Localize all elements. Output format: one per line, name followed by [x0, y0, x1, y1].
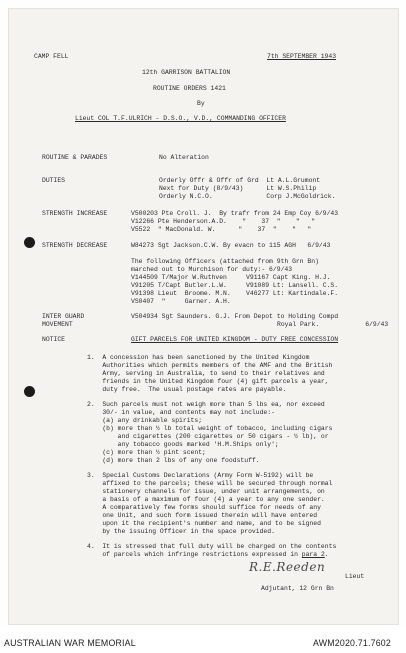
- location: CAMP FELL: [34, 53, 69, 60]
- para-2-reference: para 2: [301, 551, 325, 558]
- notice-para-3: affixed to the parcels; these will be secured through normal: [87, 480, 333, 487]
- signatory-rank: Lieut: [345, 573, 365, 580]
- duties-line: Orderly N.C.O. Corp J.McGoldrick.: [159, 193, 336, 200]
- officers-line: The following Officers (attached from 9th Grn Bn): [131, 258, 319, 265]
- routine-text: No Alteration: [159, 154, 209, 161]
- notice-para-1: duty free. The usual postage rates are payable.: [87, 386, 287, 393]
- orders-number: ROUTINE ORDERS 1421: [153, 85, 226, 92]
- footer-institution: AUSTRALIAN WAR MEMORIAL: [4, 638, 136, 648]
- archive-footer: [0, 628, 406, 653]
- increase-line: V12266 Pte Henderson.A.D. " 37 " " ": [131, 218, 316, 225]
- notice-para-3: 3. Special Customs Declarations (Army Form W-5192) will be: [87, 472, 314, 479]
- punch-hole: [24, 237, 35, 248]
- punch-hole: [24, 386, 35, 397]
- notice-para-4: 4. It is stressed that full duty will be charged on the contents: [87, 543, 337, 550]
- document-page: [8, 8, 399, 625]
- notice-para-3: by the issuing Officer in the space provided.: [87, 528, 275, 535]
- movement-line: V504934 Sgt Saunders. G.J. From Depot to Holding Compd: [131, 313, 339, 320]
- document-date: 7th SEPTEMBER 1943: [267, 53, 337, 60]
- commander-line: Lieut COL T.F.ULRICH - D.S.O., V.D., COMMANDING OFFICER: [75, 115, 286, 122]
- notice-para-2: any tobacco goods marked 'H.M.Ships only';: [87, 441, 279, 448]
- notice-para-1: Army, serving in Australia, to send to their relatives and: [87, 370, 325, 377]
- footer-accession: AWM2020.71.7602: [313, 638, 391, 648]
- notice-para-1: Authorities which permits members of the AMF and the British: [87, 362, 333, 369]
- notice-title: GIFT PARCELS FOR UNITED KINGDOM - DUTY FREE CONCESSION: [131, 336, 339, 343]
- movement-label: MOVEMENT: [42, 321, 73, 328]
- signatory-title: Adjutant, 12 Grn Bn: [261, 585, 334, 592]
- strength-decrease-label: STRENGTH DECREASE: [42, 242, 108, 249]
- para-4-text: of parcels which infringe restrictions expressed in: [87, 551, 302, 558]
- notice-para-2: (c) more than ½ pint scent;: [87, 449, 206, 456]
- notice-para-3: A comparatively few forms should suffice for needs of any: [87, 504, 321, 511]
- routine-label: ROUTINE & PARADES: [42, 154, 108, 161]
- notice-para-2: 2. Such parcels must not weigh more than 5 lbs ea, nor exceed: [87, 401, 325, 408]
- notice-para-2: and cigarettes (200 cigarettes or 50 cigars - ½ lb), or: [87, 433, 329, 440]
- notice-label: NOTICE: [42, 336, 66, 343]
- notice-para-3: stationery channels for issue, under unit arrangements, on: [87, 488, 325, 495]
- duties-line: Orderly Offr & Offr of Grd Lt A.L.Grumont: [159, 177, 321, 184]
- notice-para-2: (b) more than ½ lb total weight of tobacco, including cigars: [87, 425, 333, 432]
- movement-label: INTER GUARD: [42, 313, 85, 320]
- movement-line: Royal Park. 6/9/43: [277, 321, 389, 328]
- notice-para-3: one Unit, and such form issued therein will have entered: [87, 512, 318, 519]
- notice-para-2: (d) more than 2 lbs of any one foodstuff.: [87, 457, 260, 464]
- unit-name: 12th GARRISON BATTALION: [142, 69, 231, 76]
- officers-line: V91205 T/Capt Butler.L.W. V91089 Lt: Lansell. C.S.: [131, 282, 339, 289]
- increase-line: V5522 " MacDonald. W. " 37 " " ": [131, 226, 312, 233]
- notice-para-3: a basis of a maximum of four (4) a year to any one sender.: [87, 496, 325, 503]
- notice-para-2: (a) any drinkable spirits;: [87, 417, 203, 424]
- strength-increase-label: STRENGTH INCREASE: [42, 210, 108, 217]
- notice-para-3: upon it the recipient's number and name, and to be signed: [87, 520, 321, 527]
- notice-para-2: 30/- in value, and contents may not include:-: [87, 409, 275, 416]
- para-4-period: .: [324, 551, 329, 558]
- increase-line: V500203 Pte Croll. J. By trafr from 24 Emp Coy 6/9/43: [131, 210, 339, 217]
- duties-line: Next for Duty (8/9/43) Lt W.S.Philip: [159, 185, 317, 192]
- notice-para-1: 1. A concession has been sanctioned by the United Kingdom: [87, 354, 310, 361]
- officers-line: marched out to Murchison for duty:- 6/9/43: [131, 266, 293, 273]
- decrease-line: W84273 Sgt Jackson.C.W. By evacn to 115 AGH 6/9/43: [131, 242, 331, 249]
- notice-para-4: [87, 551, 329, 558]
- officers-line: VS0407 " Garner. A.H.: [131, 298, 231, 305]
- handwritten-signature: R.E.Reeden: [249, 560, 326, 574]
- officers-line: V144509 T/Major W.Ruthven V91167 Capt King. H.J.: [131, 274, 331, 281]
- notice-para-1: friends in the United Kingdom four (4) gift parcels a year,: [87, 378, 329, 385]
- by-label: By: [197, 100, 205, 107]
- officers-line: V91398 Lieut Broome. M.N. V46277 Lt: Kartindale.F.: [131, 290, 339, 297]
- duties-label: DUTIES: [42, 177, 66, 184]
